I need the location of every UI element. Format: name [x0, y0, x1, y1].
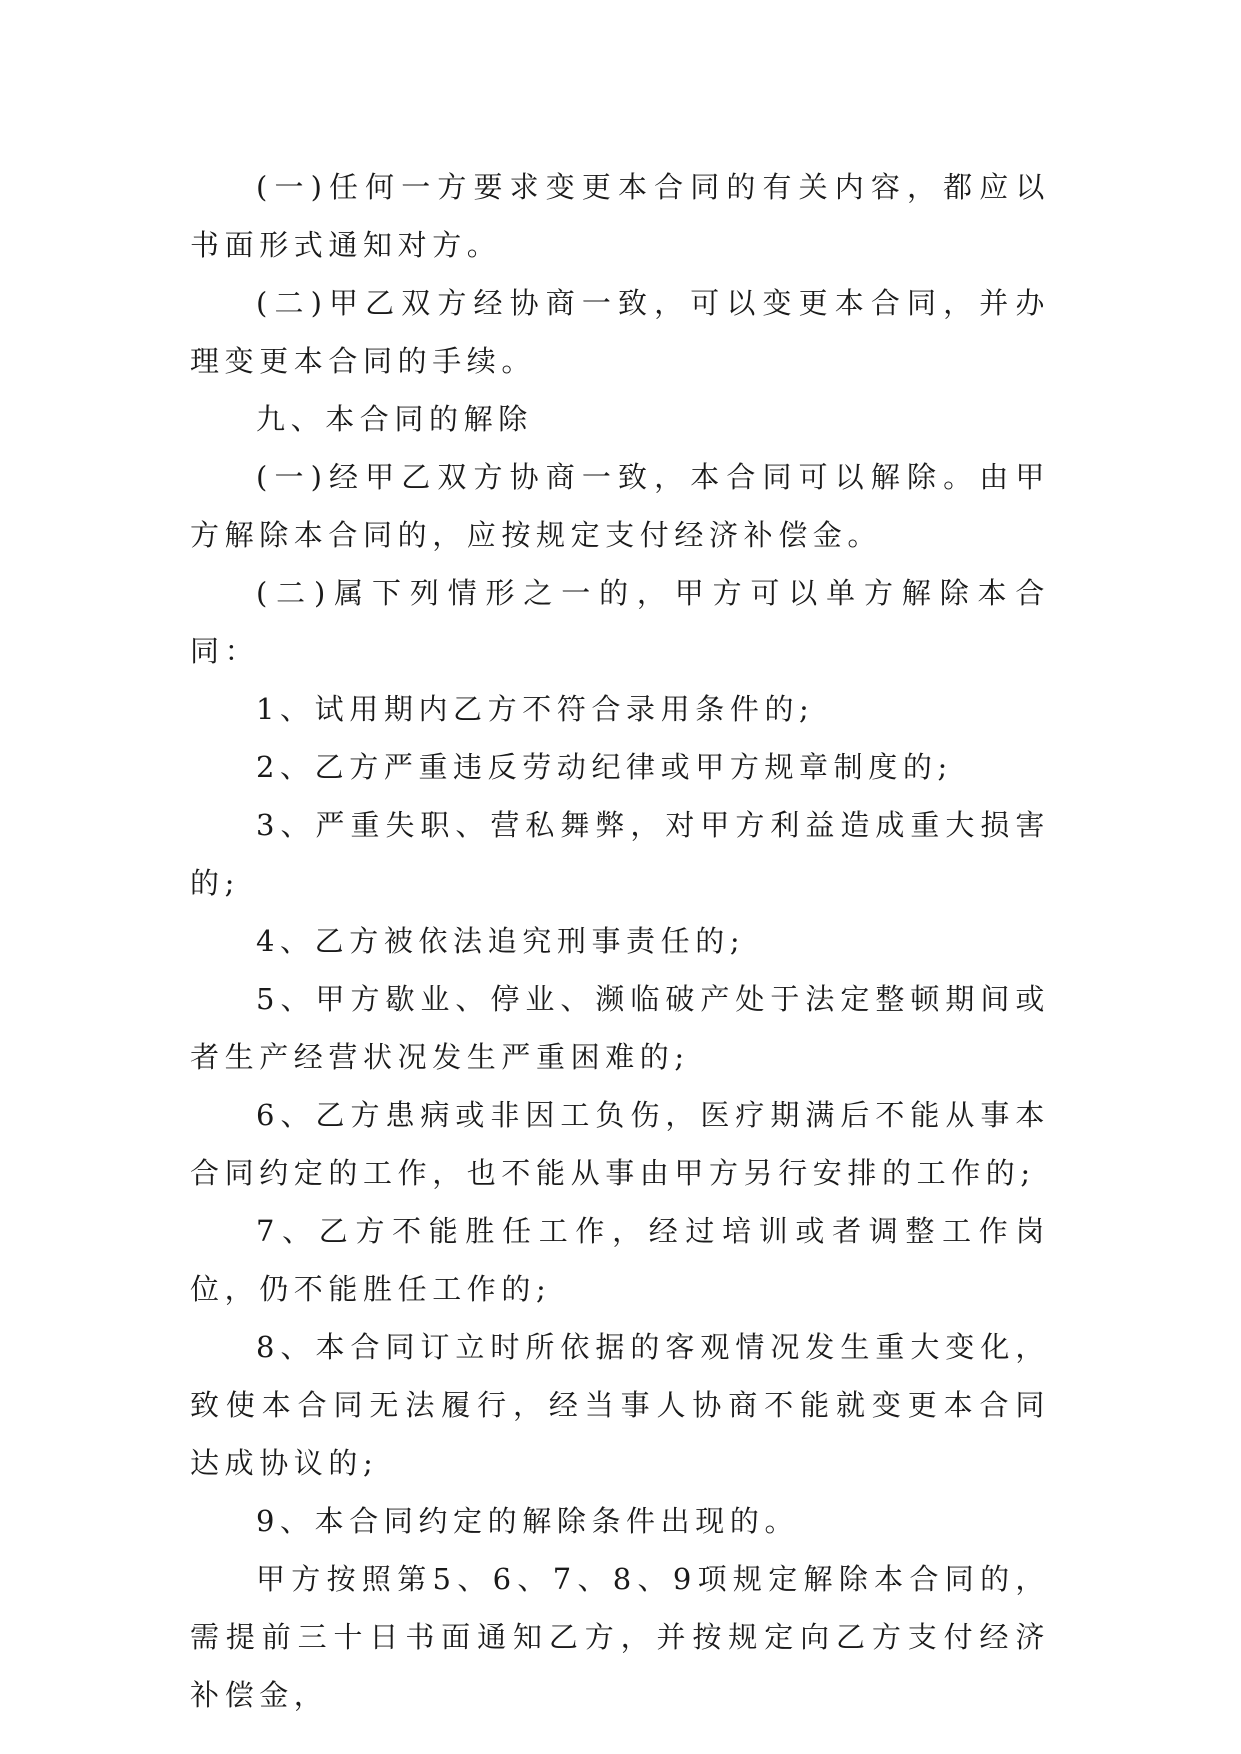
list-item-1: 1、试用期内乙方不符合录用条件的;: [256, 692, 815, 726]
paragraph-change-notice: (一)任何一方要求变更本合同的有关内容，都应以书面形式通知对方。: [190, 170, 1050, 262]
list-item-3: 3、严重失职、营私舞弊，对甲方利益造成重大损害的;: [190, 808, 1050, 900]
list-item-9: 9、本合同约定的解除条件出现的。: [256, 1504, 800, 1538]
paragraph-advance-notice: 甲方按照第5、6、7、8、9项规定解除本合同的，需提前三十日书面通知乙方，并按规定向乙方支付经济补偿金，: [190, 1562, 1050, 1712]
paragraph-unilateral-termination: (二)属下列情形之一的，甲方可以单方解除本合同：: [190, 576, 1050, 668]
list-item-7: 7、乙方不能胜任工作，经过培训或者调整工作岗位，仍不能胜任工作的;: [190, 1214, 1050, 1306]
list-item-6: 6、乙方患病或非因工负伤，医疗期满后不能从事本合同约定的工作，也不能从事由甲方另行安排的工作的;: [190, 1098, 1050, 1190]
list-item-2: 2、乙方严重违反劳动纪律或甲方规章制度的;: [256, 750, 953, 784]
section-heading-termination: 九、本合同的解除: [256, 402, 533, 436]
contract-body: [190, 158, 1050, 1724]
list-item-8: 8、本合同订立时所依据的客观情况发生重大变化，致使本合同无法履行，经当事人协商不能就变更本合同达成协议的;: [190, 1330, 1050, 1480]
paragraph-mutual-termination: (一)经甲乙双方协商一致，本合同可以解除。由甲方解除本合同的，应按规定支付经济补偿金。: [190, 460, 1050, 552]
list-item-5: 5、甲方歇业、停业、濒临破产处于法定整顿期间或者生产经营状况发生严重困难的;: [190, 982, 1050, 1074]
list-item-4: 4、乙方被依法追究刑事责任的;: [256, 924, 746, 958]
paragraph-change-agreement: (二)甲乙双方经协商一致，可以变更本合同，并办理变更本合同的手续。: [190, 286, 1050, 378]
